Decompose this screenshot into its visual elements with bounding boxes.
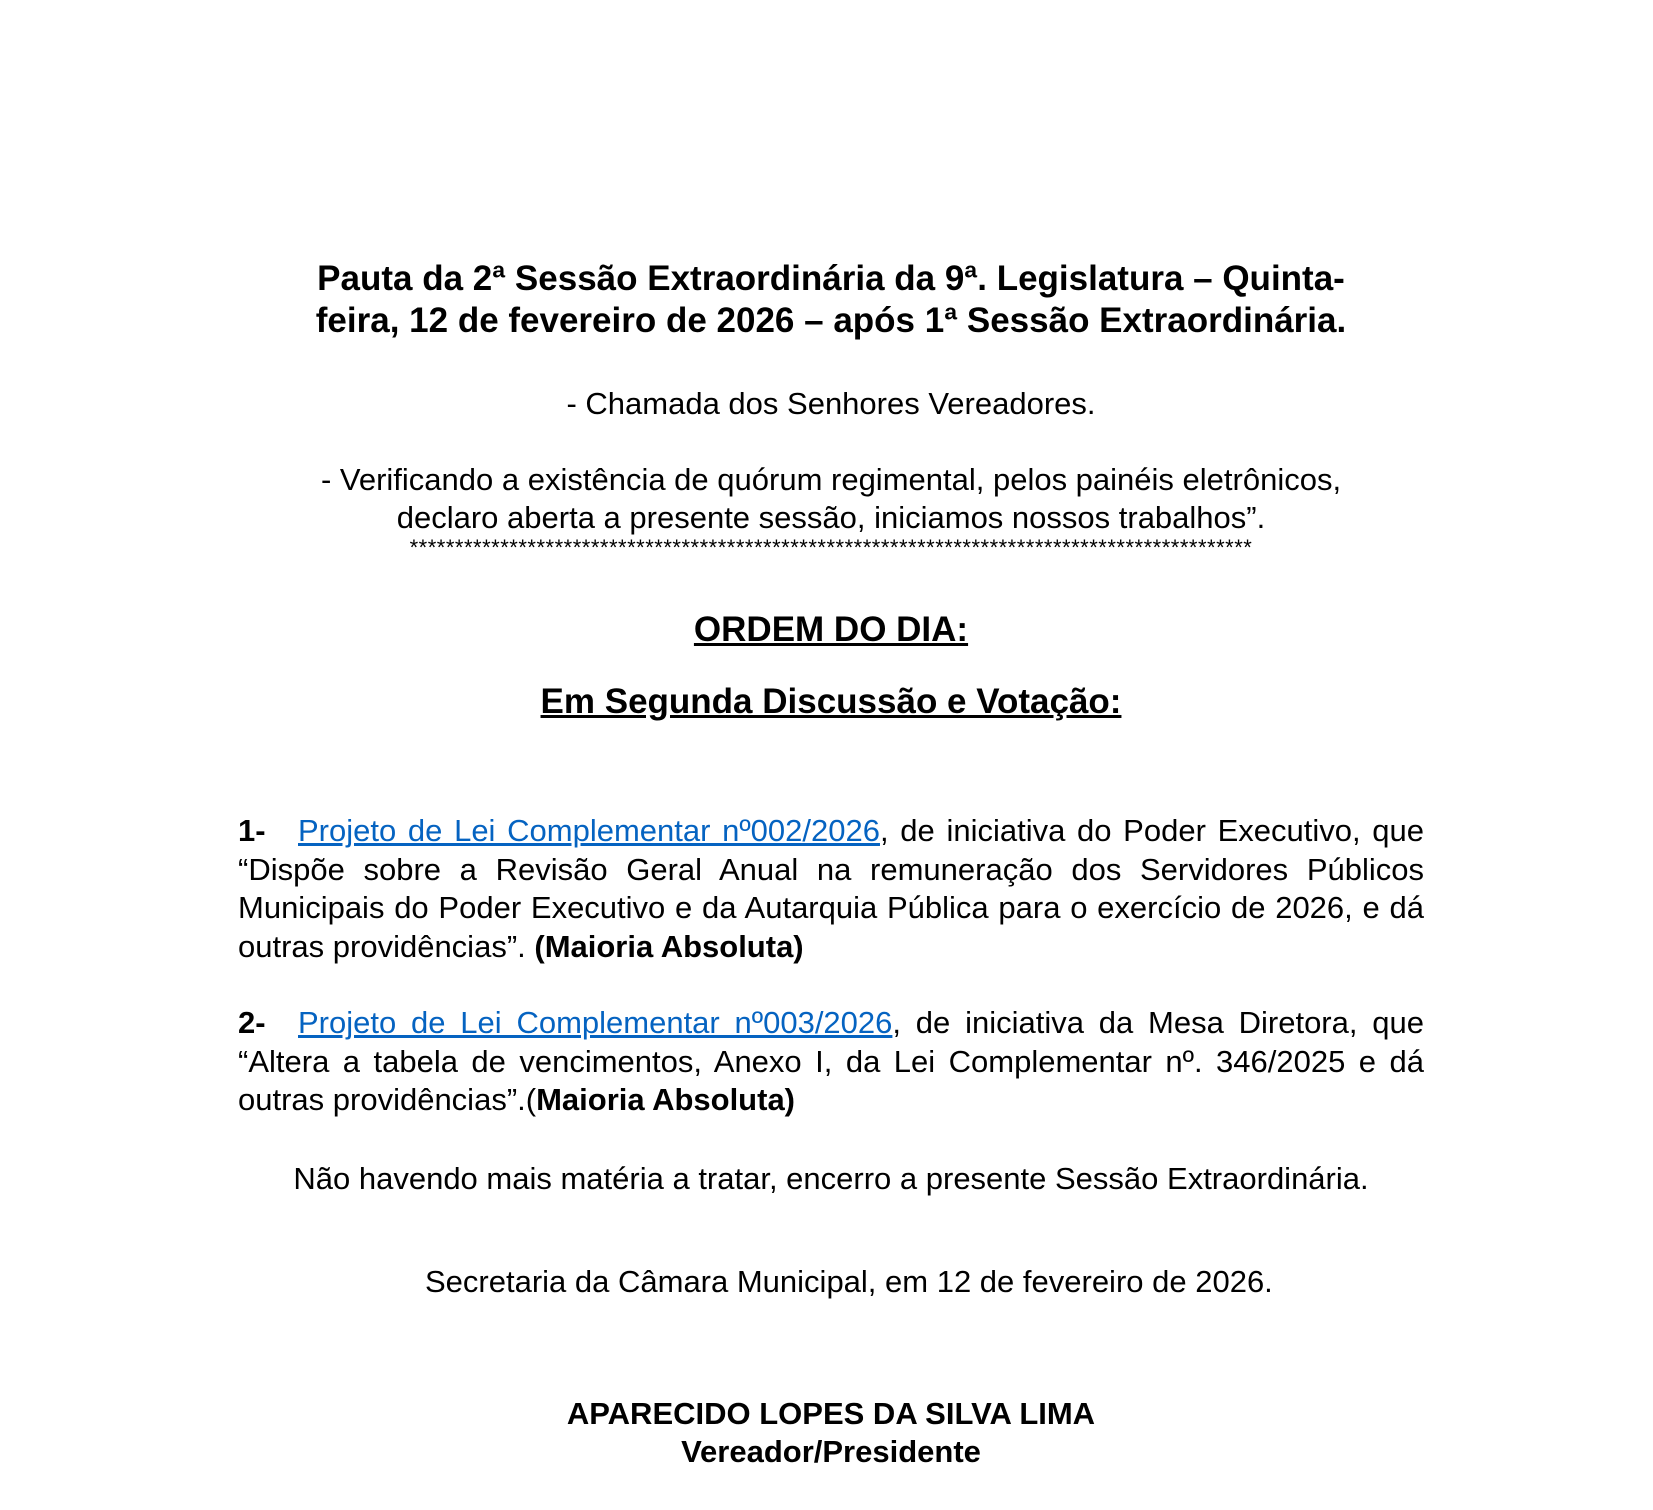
quorum-paragraph bbox=[238, 461, 1424, 537]
roll-call-text: - Chamada dos Senhores Vereadores. bbox=[566, 386, 1096, 421]
item-number: 2- bbox=[238, 1005, 266, 1040]
quorum-line-2: declaro aberta a presente sessão, iniciamos nossos trabalhos”. bbox=[396, 500, 1266, 535]
document-title bbox=[238, 258, 1424, 342]
signatory-role: Vereador/Presidente bbox=[681, 1434, 981, 1469]
agenda-item-2 bbox=[238, 1004, 1424, 1120]
item-number: 1- bbox=[238, 813, 266, 848]
closing-text: Não havendo mais matéria a tratar, encerro a presente Sessão Extraordinária. bbox=[293, 1161, 1369, 1196]
title-line-2: feira, 12 de fevereiro de 2026 – após 1ª Sessão Extraordinária. bbox=[315, 301, 1347, 340]
agenda-heading: ORDEM DO DIA: bbox=[693, 610, 969, 649]
agenda-subheading: Em Segunda Discussão e Votação: bbox=[540, 682, 1122, 721]
agenda-item-1 bbox=[238, 812, 1424, 966]
item-quorum: (Maioria Absoluta) bbox=[534, 928, 804, 964]
signature-block bbox=[238, 1395, 1424, 1471]
title-line-1: Pauta da 2ª Sessão Extraordinária da 9ª. Legislatura – Quinta- bbox=[317, 259, 1345, 298]
place-date: Secretaria da Câmara Municipal, em 12 de fevereiro de 2026. bbox=[425, 1264, 1273, 1299]
bill-link[interactable]: Projeto de Lei Complementar nº002/2026 bbox=[298, 813, 880, 848]
signatory-name: APARECIDO LOPES DA SILVA LIMA bbox=[566, 1396, 1096, 1431]
quorum-line-1: - Verificando a existência de quórum regimental, pelos painéis eletrônicos, bbox=[320, 462, 1342, 497]
item-description: , de iniciativa da Mesa Diretora, que “Altera a tabela de vencimentos, Anexo I, da Lei Complementar nº. 346/2025 e dá outras providências”.( bbox=[238, 1005, 1424, 1117]
separator-asterisks: ********************************************************************************************* bbox=[409, 535, 1253, 560]
item-description: , de iniciativa do Poder Executivo, que “Dispõe sobre a Revisão Geral Anual na remuneração dos Servidores Públicos Municipais do Poder Executivo e da Autarquia Pública para o exercício de 2026, e dá outras providências”. bbox=[238, 813, 1425, 964]
bill-link[interactable]: Projeto de Lei Complementar nº003/2026 bbox=[298, 1005, 893, 1040]
item-quorum: Maioria Absoluta) bbox=[536, 1082, 796, 1117]
